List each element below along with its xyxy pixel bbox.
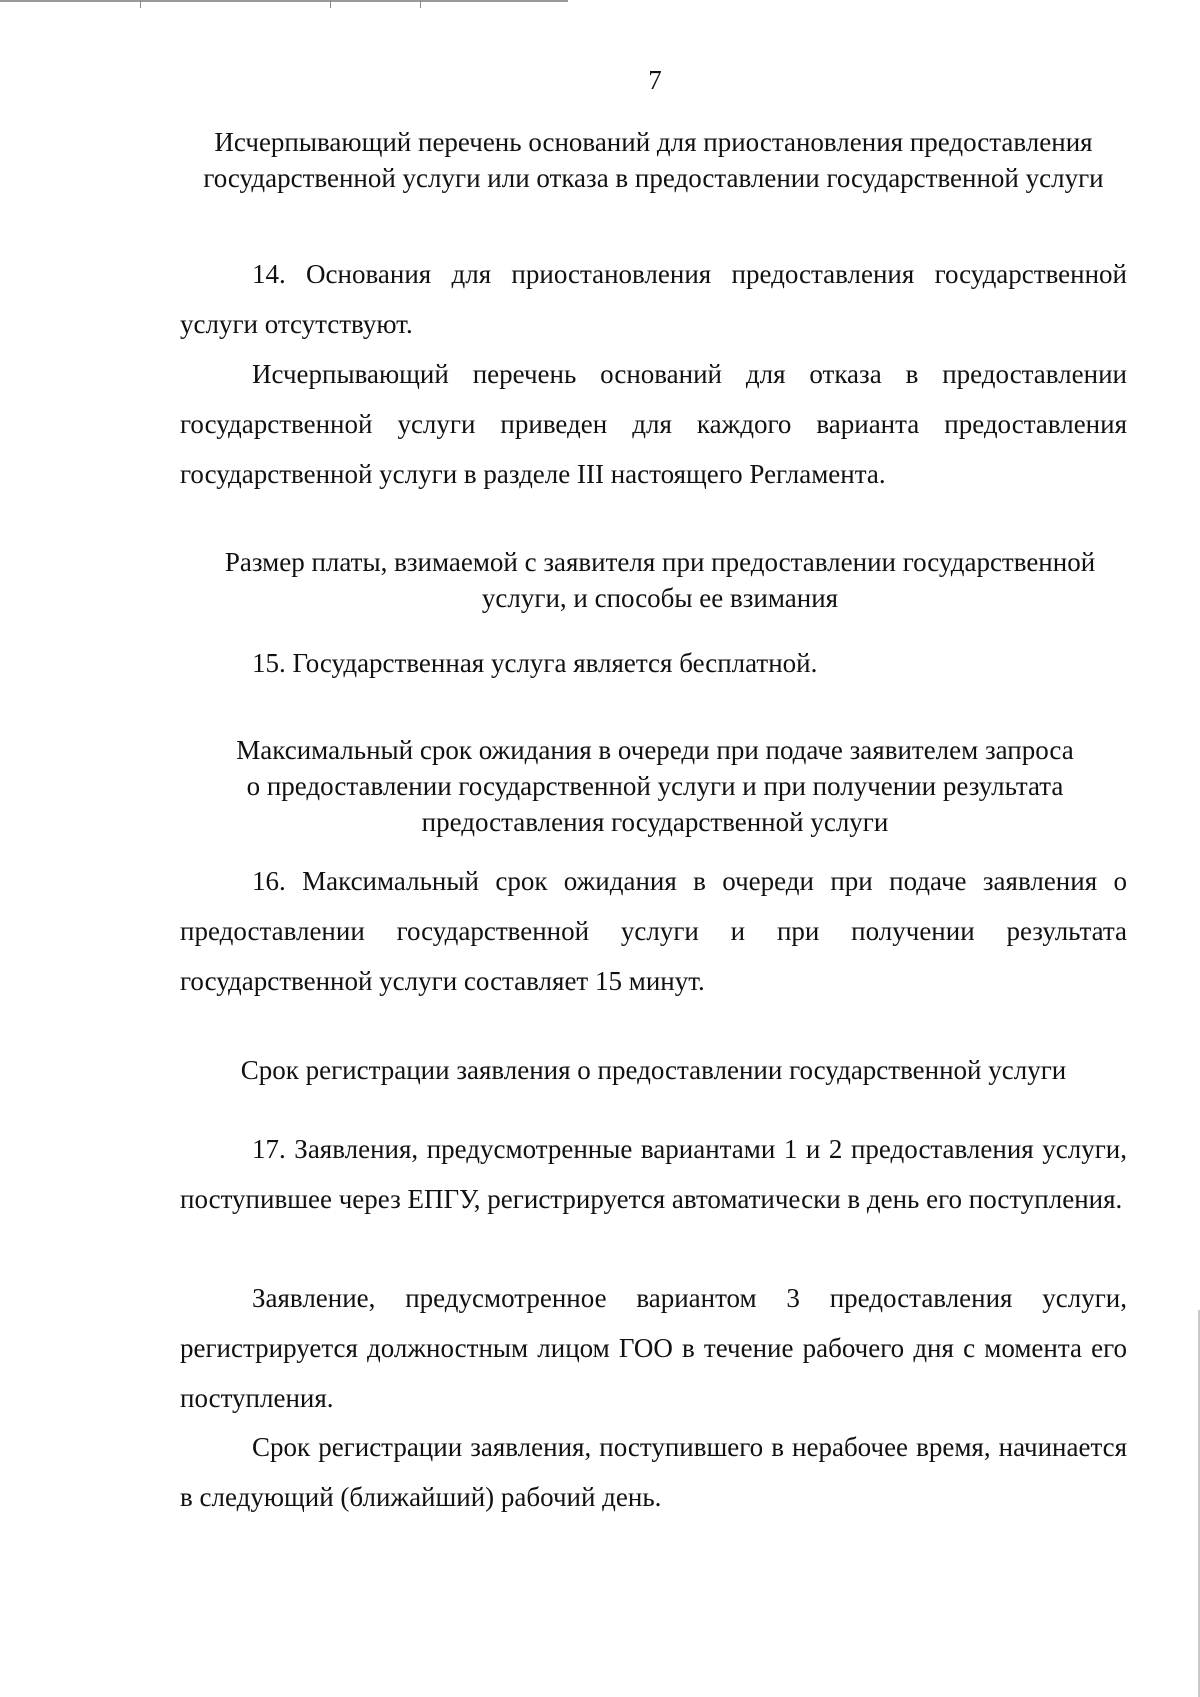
paragraph-non-working-time: Срок регистрации заявления, поступившего в нерабочее время, начинается в следующий (ближайший) рабочий день. (180, 1432, 1127, 1512)
paragraph-16: 16. Максимальный срок ожидания в очереди при подаче заявления о предоставлении государственной услуги и при получении результата государственной услуги составляет 15 минут. (180, 866, 1127, 996)
scan-edge-tick (140, 0, 141, 8)
section-heading-queue-time: Максимальный срок ожидания в очереди при подаче заявителем запроса о предоставлении государственной услуги и при получении результата предоставления государственной услуги (236, 735, 1074, 837)
scan-edge-line (0, 0, 568, 2)
section-heading-grounds-for-refusal: Исчерпывающий перечень оснований для приостановления предоставления государственной услуги или отказа в предоставлении государственной услуги (203, 127, 1104, 193)
scan-edge-tick (420, 0, 421, 8)
paragraph-17: 17. Заявления, предусмотренные вариантами 1 и 2 предоставления услуги, поступившее через ЕПГУ, регистрируется автоматически в день его поступления. (180, 1134, 1127, 1214)
section-heading-registration-time: Срок регистрации заявления о предоставлении государственной услуги (240, 1055, 1067, 1085)
paragraph-refusal-grounds: Исчерпывающий перечень оснований для отказа в предоставлении государственной услуги приведен для каждого варианта предоставления государственной услуги в разделе III настоящего Регламента. (180, 359, 1127, 489)
scan-edge-tick (330, 0, 331, 8)
paragraph-option-3-registration: Заявление, предусмотренное вариантом 3 предоставления услуги, регистрируется должностным лицом ГОО в течение рабочего дня с момента его поступления. (180, 1283, 1127, 1413)
paragraph-15: 15. Государственная услуга является бесплатной. (252, 648, 818, 678)
section-heading-fee: Размер платы, взимаемой с заявителя при предоставлении государственной услуги, и способы ее взимания (224, 547, 1096, 613)
paragraph-14: 14. Основания для приостановления предоставления государственной услуги отсутствуют. (180, 259, 1127, 339)
page-number: 7 (648, 65, 662, 95)
